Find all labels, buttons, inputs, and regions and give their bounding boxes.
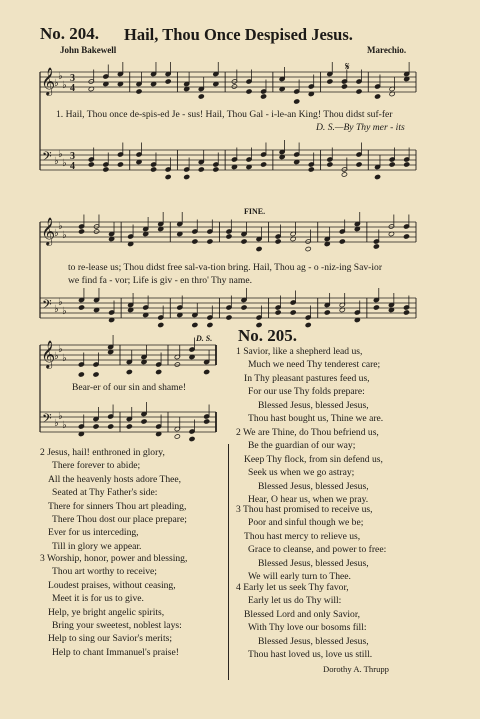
note-head: [78, 305, 84, 310]
verse-line: Blessed Jesus, blessed Jesus,: [258, 557, 369, 569]
note-head: [226, 315, 232, 320]
note-head: [275, 239, 281, 244]
note-head: [241, 305, 247, 310]
note-head: [103, 167, 109, 172]
verse-line: Help, ye bright angelic spirits,: [48, 606, 165, 618]
note-head: [141, 419, 147, 424]
note-head: [290, 310, 296, 315]
note-head: [156, 369, 162, 374]
note-head: [207, 239, 213, 244]
verse-line: There Thou dost our place prepare;: [52, 513, 187, 525]
system-1-bass-clef-icon: 𝄢: [42, 149, 52, 167]
time-signature: 3: [70, 73, 75, 84]
hymn204-verse-2: [40, 446, 187, 553]
time-signature: 4: [70, 161, 75, 172]
system-2-flat-icon: ♭: [54, 228, 59, 239]
hymn205-verse-1: [236, 345, 383, 425]
note-head: [204, 369, 210, 374]
hymn205-number: No. 205.: [238, 326, 298, 345]
system-3-flat-icon: ♭: [58, 411, 63, 422]
note-head: [305, 246, 311, 251]
lyric-line-1: 1. Hail, Thou once de-spis-ed Je - sus! Hail, Thou Gal - i-le-an King! Thou didst suf-fer: [56, 109, 393, 120]
verse-line: Early let us do Thy will:: [248, 595, 342, 607]
note-head: [174, 362, 180, 367]
note-head: [88, 162, 94, 167]
note-head: [260, 162, 266, 167]
verse-line: Thou hast bought us, Thine we are.: [248, 412, 384, 424]
verse-line: Bring your sweetest, noblest lays:: [52, 619, 182, 631]
note-head: [136, 89, 142, 94]
note-head: [93, 372, 99, 377]
verse-line: Help to chant Immanuel's praise!: [52, 646, 179, 658]
verse-line: Thou art worthy to receive;: [52, 566, 157, 578]
verse-line: Blessed Jesus, blessed Jesus,: [258, 635, 369, 647]
note-head: [241, 239, 247, 244]
verse-line: 2 Jesus, hail! enthroned in glory,: [40, 447, 165, 458]
system-3-flat-icon: ♭: [54, 351, 59, 362]
note-head: [356, 162, 362, 167]
verse-line: Keep Thy flock, from sin defend us,: [244, 453, 383, 465]
note-head: [207, 322, 213, 327]
note-head: [324, 310, 330, 315]
verse-line: All the heavenly hosts adore Thee,: [48, 473, 182, 485]
verse-line: 4 Early let us seek Thy favor,: [236, 582, 349, 593]
verse-line: Blessed Jesus, blessed Jesus,: [258, 399, 369, 411]
ds-mark: D. S.: [196, 334, 213, 343]
verse-line: Much we need Thy tenderest care;: [248, 359, 381, 371]
system-2-flat-icon: ♭: [54, 304, 59, 315]
verse-line: 3 Worship, honor, power and blessing,: [40, 553, 188, 564]
hymn205-verse-3: [236, 503, 386, 583]
system-3-bass-clef-icon: 𝄢: [42, 411, 52, 429]
system-1-flat-icon: ♭: [62, 80, 67, 91]
hymn204-verse-3: [40, 552, 187, 659]
note-head: [184, 174, 190, 179]
note-head: [93, 424, 99, 429]
verse-line: Thou hast loved us, love us still.: [248, 648, 373, 660]
note-head: [165, 79, 171, 84]
note-head: [356, 89, 362, 94]
note-head: [294, 99, 300, 104]
lyric-line-2b: we find fa - vor; Life is giv - en thro' Thy name.: [68, 275, 253, 286]
verse-line: Hear, O hear us, when we pray.: [248, 493, 369, 505]
verse-line: 1 Savior, like a shepherd lead us,: [236, 346, 363, 357]
note-head: [204, 419, 210, 424]
note-head: [93, 229, 99, 234]
verse-line: Help to sing our Savior's merits;: [48, 633, 173, 645]
note-head: [126, 369, 132, 374]
verse-line: Ever for us interceding,: [48, 527, 139, 539]
note-head: [108, 424, 114, 429]
segno-icon: 𝄋: [345, 60, 350, 73]
column-divider: [228, 444, 229, 680]
ds-lyric-line: D. S.—By Thy mer - its: [316, 122, 405, 133]
system-1-flat-icon: ♭: [54, 156, 59, 167]
note-head: [117, 162, 123, 167]
note-head: [403, 234, 409, 239]
note-head: [165, 174, 171, 179]
note-head: [198, 167, 204, 172]
note-head: [78, 229, 84, 234]
verse-line: Seek us when we go astray;: [248, 467, 355, 479]
hymn-tune: Marechio.: [367, 45, 407, 55]
system-1-flat-icon: ♭: [54, 78, 59, 89]
verse-line: Blessed Jesus, blessed Jesus,: [258, 480, 369, 492]
verse-line: We will early turn to Thee.: [248, 570, 351, 582]
hymn205-verse-2: [236, 426, 383, 506]
note-head: [275, 310, 281, 315]
verse-line: Grace to cleanse, and power to free:: [248, 544, 387, 556]
system-1-treble-clef-icon: 𝄞: [41, 67, 56, 95]
hymn205-author: Dorothy A. Thrupp: [323, 664, 389, 674]
time-signature: 4: [70, 83, 75, 94]
note-head: [339, 239, 345, 244]
note-head: [226, 234, 232, 239]
note-head: [404, 162, 410, 167]
verse-line: Thou hast mercy to relieve us,: [244, 530, 361, 542]
verse-line: For our use Thy folds prepare:: [248, 386, 365, 398]
lyric-line-2a: to re-lease us; Thou didst free sal-va-tion bring. Hail, Thou ag - o -niz-ing Sav-ior: [68, 262, 383, 273]
note-head: [374, 94, 380, 99]
note-head: [192, 322, 198, 327]
lyric-line-3: Bear-er of our sin and shame!: [72, 382, 187, 393]
system-1-flat-icon: ♭: [58, 149, 63, 160]
note-head: [198, 94, 204, 99]
system-3-flat-icon: ♭: [62, 353, 67, 364]
note-head: [231, 84, 237, 89]
note-head: [305, 322, 311, 327]
hymn-number: No. 204.: [40, 24, 100, 43]
note-head: [174, 434, 180, 439]
note-head: [246, 89, 252, 94]
note-head: [158, 322, 164, 327]
system-2-treble-clef-icon: 𝄞: [41, 217, 56, 245]
note-head: [389, 162, 395, 167]
verse-line: With Thy love our bosoms fill:: [248, 622, 367, 634]
note-head: [260, 94, 266, 99]
note-head: [192, 239, 198, 244]
system-2-bass-clef-icon: 𝄢: [42, 297, 52, 315]
note-head: [327, 79, 333, 84]
verse-line: Meet it is for us to give.: [52, 593, 144, 605]
verse-line: In Thy pleasant pastures feed us,: [244, 372, 370, 384]
fine-mark: FINE.: [244, 207, 266, 216]
note-head: [373, 305, 379, 310]
system-2-flat-icon: ♭: [62, 306, 67, 317]
system-1-flat-icon: ♭: [58, 71, 63, 82]
system-3-flat-icon: ♭: [58, 344, 63, 355]
note-head: [341, 84, 347, 89]
note-head: [308, 167, 314, 172]
verse-line: There forever to abide;: [52, 460, 141, 472]
verse-line: Seated at Thy Father's side:: [52, 487, 158, 499]
note-head: [78, 372, 84, 377]
verse-line: Till in glory we appear.: [52, 540, 142, 552]
note-head: [374, 174, 380, 179]
system-3-treble-clef-icon: 𝄞: [41, 340, 56, 368]
verse-line: Poor and sinful though we be;: [248, 517, 364, 529]
hymn205-verse-4: [236, 581, 372, 661]
hymn-author: John Bakewell: [60, 45, 117, 55]
time-signature: 3: [70, 151, 75, 162]
note-head: [189, 436, 195, 441]
verse-line: 3 Thou hast promised to receive us,: [236, 504, 373, 515]
verse-line: Loudest praises, without ceasing,: [48, 579, 176, 591]
verse-line: Be the guardian of our way;: [248, 440, 356, 452]
note-head: [373, 244, 379, 249]
note-head: [213, 167, 219, 172]
note-head: [126, 424, 132, 429]
note-head: [341, 172, 347, 177]
verse-line: There for sinners Thou art pleading,: [48, 500, 187, 512]
system-3-flat-icon: ♭: [62, 420, 67, 431]
hymn-title: Hail, Thou Once Despised Jesus.: [124, 25, 353, 44]
note-head: [403, 310, 409, 315]
verse-line: Blessed Lord and only Savior,: [244, 608, 361, 620]
system-2-flat-icon: ♭: [58, 221, 63, 232]
system-2-flat-icon: ♭: [58, 297, 63, 308]
system-2-flat-icon: ♭: [62, 230, 67, 241]
verse-line: 2 We are Thine, do Thou befriend us,: [236, 427, 379, 438]
note-head: [150, 167, 156, 172]
system-3-flat-icon: ♭: [54, 418, 59, 429]
note-head: [327, 162, 333, 167]
system-1-flat-icon: ♭: [62, 158, 67, 169]
note-head: [256, 246, 262, 251]
